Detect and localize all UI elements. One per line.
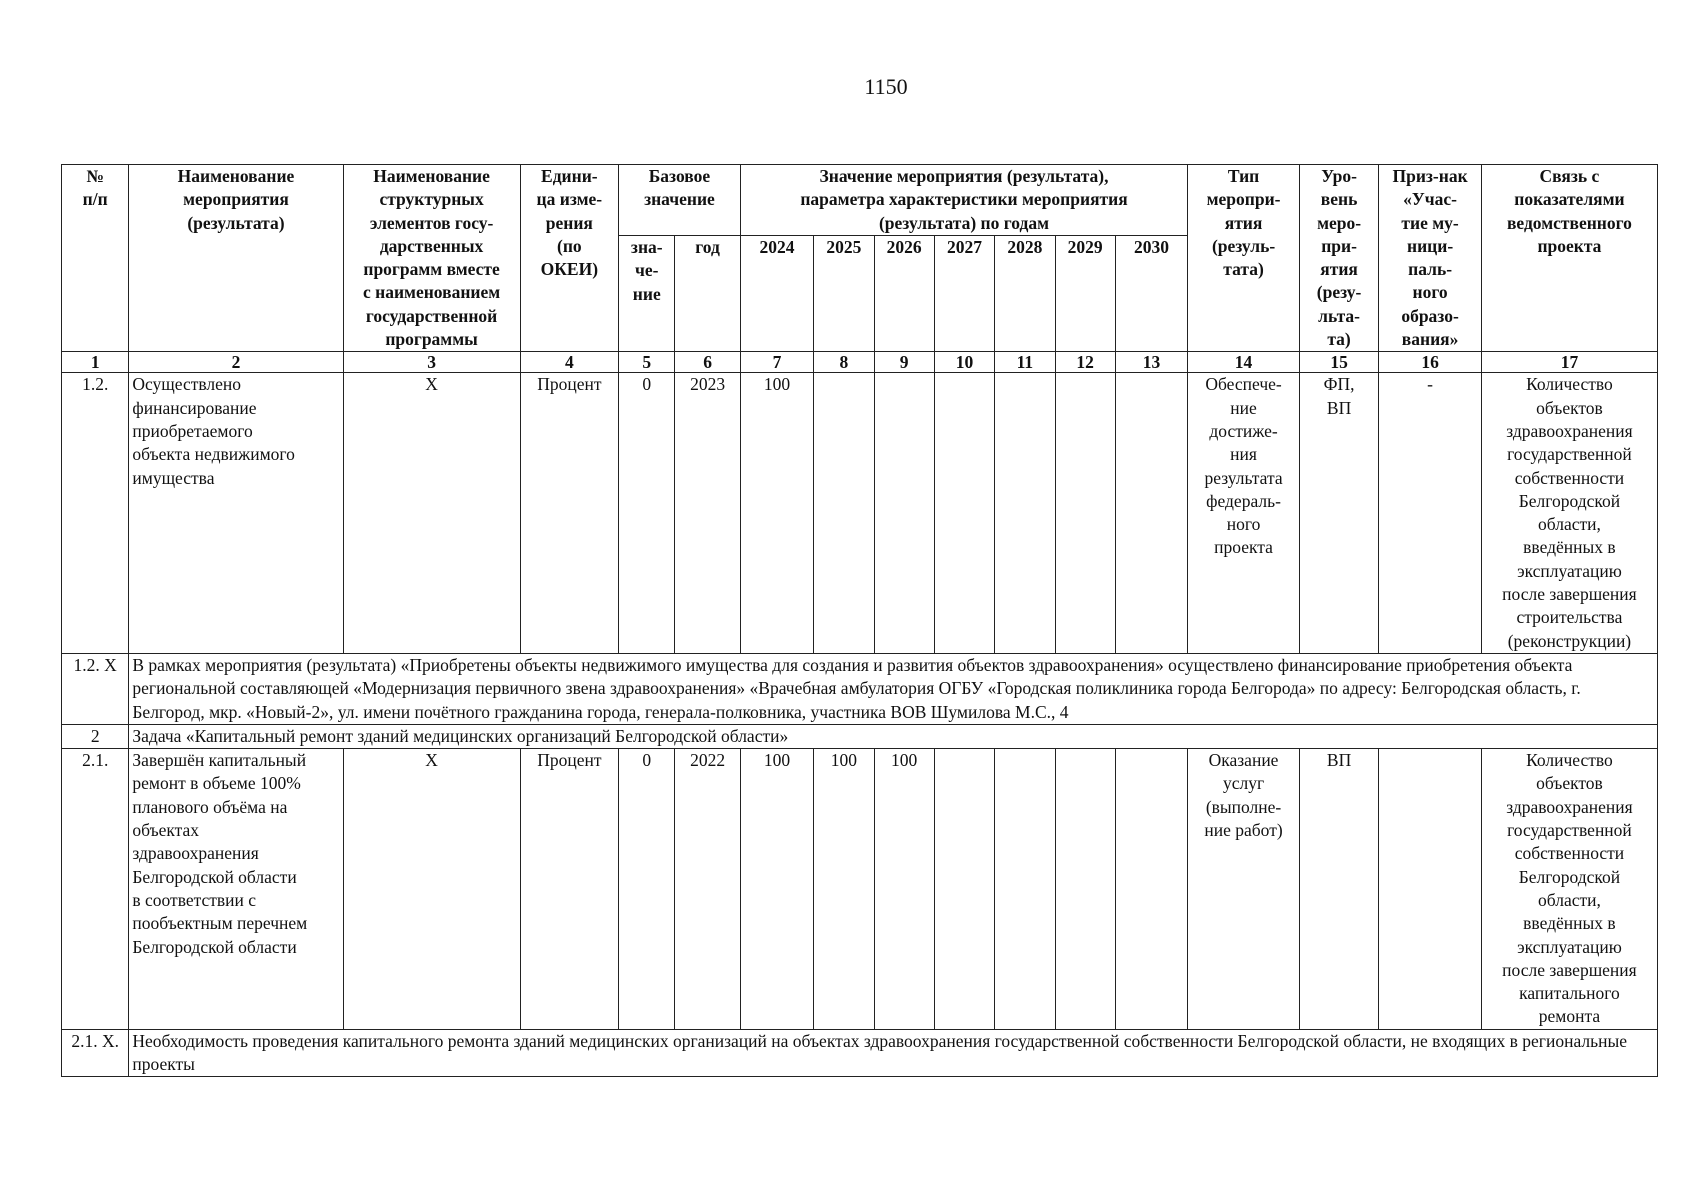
row-task: Задача «Капитальный ремонт зданий медицинских организаций Белгородской области» <box>129 724 1658 748</box>
row-value-2025 <box>814 373 874 654</box>
row-num: 1.2. X <box>62 653 129 724</box>
table-row-2-1-x <box>62 1029 1658 1077</box>
row-num: 1.2. <box>62 373 129 654</box>
row-base-year: 2022 <box>675 749 740 1030</box>
row-base-value: 0 <box>619 749 675 1030</box>
column-numbers-row <box>62 352 1658 373</box>
row-description: Необходимость проведения капитального ремонта зданий медицинских организаций на объектах здравоохранения государственной собственности Белгородской области, не входящих в региональные проекты <box>129 1029 1658 1077</box>
header-level: Уро- вень меро- при- ятия (резу- льта- та) <box>1299 165 1378 352</box>
header-base-value: зна- че- ние <box>619 236 675 352</box>
header-year-2027: 2027 <box>934 236 994 352</box>
column-number: 15 <box>1299 352 1378 373</box>
header-sign: Приз-нак «Учас- тие му- ници- паль- ного образо- вания» <box>1379 165 1482 352</box>
column-number: 14 <box>1188 352 1300 373</box>
column-number: 2 <box>129 352 343 373</box>
row-unit: Процент <box>520 749 619 1030</box>
row-value-2030 <box>1115 749 1187 1030</box>
row-name: Завершён капитальный ремонт в объеме 100% планового объёма на объектах здравоохранения Белгородской области в соответствии с пообъектным перечнем Белгородской области <box>129 749 343 1030</box>
header-year-2024: 2024 <box>740 236 813 352</box>
column-number: 7 <box>740 352 813 373</box>
row-num: 2.1. X. <box>62 1029 129 1077</box>
header-year-2029: 2029 <box>1055 236 1115 352</box>
row-type: Обеспече- ние достиже- ния результата федераль- ного проекта <box>1188 373 1300 654</box>
header-year-2030: 2030 <box>1115 236 1187 352</box>
row-num: 2 <box>62 724 129 748</box>
row-value-2027 <box>934 373 994 654</box>
row-value-2024: 100 <box>740 749 813 1030</box>
row-value-2029 <box>1055 749 1115 1030</box>
row-sign: - <box>1379 373 1482 654</box>
row-level: ВП <box>1299 749 1378 1030</box>
column-number: 10 <box>934 352 994 373</box>
column-number: 3 <box>343 352 520 373</box>
row-unit: Процент <box>520 373 619 654</box>
header-year-2026: 2026 <box>874 236 934 352</box>
column-number: 1 <box>62 352 129 373</box>
header-base: Базовое значение <box>619 165 741 236</box>
row-value-2029 <box>1055 373 1115 654</box>
column-number: 16 <box>1379 352 1482 373</box>
row-value-2028 <box>995 373 1055 654</box>
column-number: 4 <box>520 352 619 373</box>
column-number: 8 <box>814 352 874 373</box>
row-num: 2.1. <box>62 749 129 1030</box>
row-struct: X <box>343 373 520 654</box>
table-row-2 <box>62 724 1658 748</box>
table-row-1-2-x <box>62 653 1658 724</box>
header-values: Значение мероприятия (результата), параметра характеристики мероприятия (результата) по годам <box>740 165 1187 236</box>
row-value-2025: 100 <box>814 749 874 1030</box>
header-name: Наименование мероприятия (результата) <box>129 165 343 352</box>
page-number: 1150 <box>864 74 908 99</box>
column-number: 6 <box>675 352 740 373</box>
row-level: ФП, ВП <box>1299 373 1378 654</box>
header-link: Связь с показателями ведомственного проекта <box>1481 165 1657 352</box>
header-base-year: год <box>675 236 740 352</box>
row-sign <box>1379 749 1482 1030</box>
row-link: Количество объектов здравоохранения государственной собственности Белгородской области, введённых в эксплуатацию после завершения строительства (реконструкции) <box>1481 373 1657 654</box>
column-number: 12 <box>1055 352 1115 373</box>
header-year-2028: 2028 <box>995 236 1055 352</box>
column-number: 9 <box>874 352 934 373</box>
events-table <box>61 164 1658 1077</box>
row-value-2028 <box>995 749 1055 1030</box>
row-value-2027 <box>934 749 994 1030</box>
row-type: Оказание услуг (выполне- ние работ) <box>1188 749 1300 1030</box>
column-number: 17 <box>1481 352 1657 373</box>
table-row-1-2 <box>62 373 1658 654</box>
row-name: Осуществлено финансирование приобретаемого объекта недвижимого имущества <box>129 373 343 654</box>
row-value-2024: 100 <box>740 373 813 654</box>
row-description: В рамках мероприятия (результата) «Приобретены объекты недвижимого имущества для создания и развития объектов здравоохранения» осуществлено финансирование приобретения объекта региональной составляющей «Модернизация первичного звена здравоохранения» «Врачебная амбулатория ОГБУ «Городская поликлиника города Белгорода» по адресу: Белгородская область, г. Белгород, мкр. «Новый-2», ул. имени почётного гражданина города, генерала-полковника, участника ВОВ Шумилова М.С., 4 <box>129 653 1658 724</box>
row-value-2026 <box>874 373 934 654</box>
table-row-2-1 <box>62 749 1658 1030</box>
row-value-2026: 100 <box>874 749 934 1030</box>
header-unit: Едини- ца изме- рения (по ОКЕИ) <box>520 165 619 352</box>
header-struct: Наименование структурных элементов госу- дарственных программ вместе с наименованием государственной программы <box>343 165 520 352</box>
column-number: 13 <box>1115 352 1187 373</box>
row-value-2030 <box>1115 373 1187 654</box>
column-number: 11 <box>995 352 1055 373</box>
header-type: Тип меропри- ятия (резуль- тата) <box>1188 165 1300 352</box>
row-base-year: 2023 <box>675 373 740 654</box>
header-year-2025: 2025 <box>814 236 874 352</box>
header-num: № п/п <box>62 165 129 352</box>
column-number: 5 <box>619 352 675 373</box>
row-struct: X <box>343 749 520 1030</box>
row-link: Количество объектов здравоохранения государственной собственности Белгородской области, введённых в эксплуатацию после завершения капитального ремонта <box>1481 749 1657 1030</box>
row-base-value: 0 <box>619 373 675 654</box>
